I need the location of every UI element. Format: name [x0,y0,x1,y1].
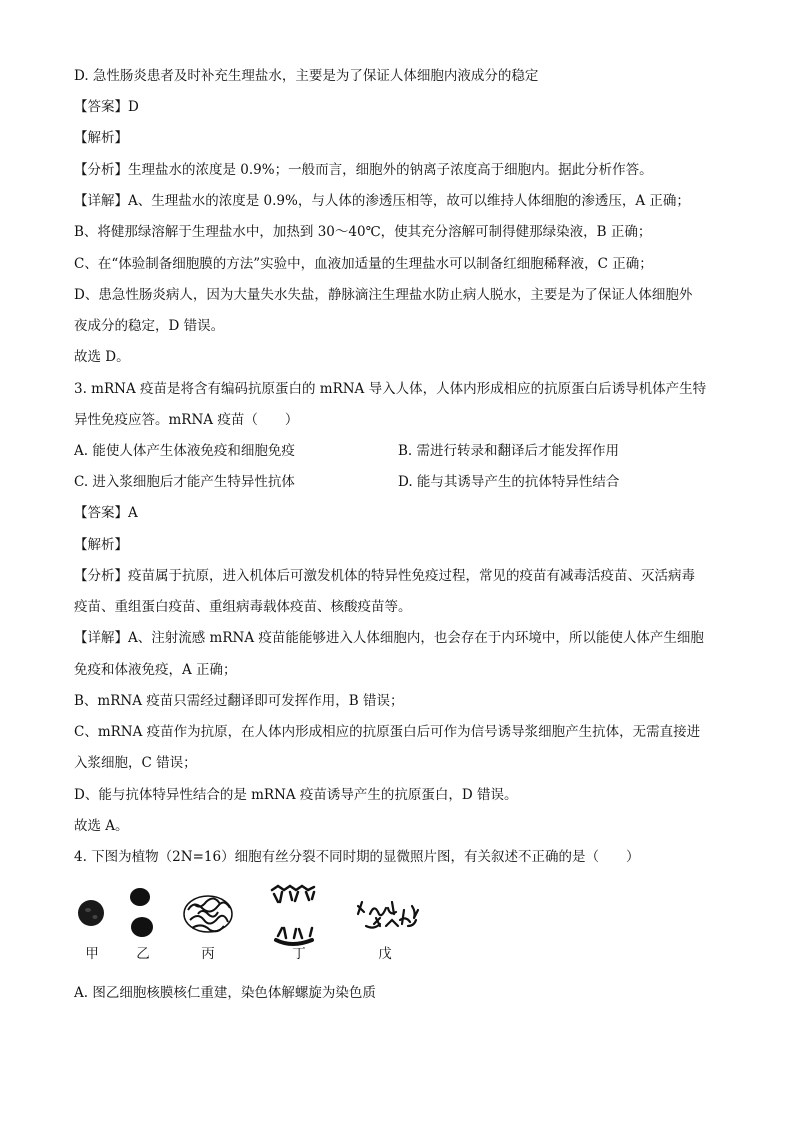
caption-bing: 丙 [201,946,215,962]
q4-option-a: A. 图乙细胞核膜核仁重建，染色体解螺旋为染色质 [74,985,376,1001]
q3-detail-b: B、mRNA 疫苗只需经过翻译即可发挥作用，B 错误； [74,693,404,709]
q2-detail-a: 【详解】A、生理盐水的浓度是 0.9%，与人体的渗透压相等，故可以维持人体细胞的渗透压，A 正确； [74,193,690,209]
q3-stem-cont: 异性免疫应答。mRNA 疫苗（ ） [74,412,299,428]
caption-jia: 甲 [85,946,99,962]
q3-detail-a-cont: 免疫和体液免疫，A 正确； [74,662,237,678]
q4-stem: 4. 下图为植物（2N=16）细胞有丝分裂不同时期的显微照片图，有关叙述不正确的是（ ） [74,849,640,865]
cell-yi-image [130,888,153,937]
q2-analysis-heading: 【解析】 [74,130,128,146]
cell-wu-image [358,902,418,928]
q3-detail-c: C、mRNA 疫苗作为抗原，在人体内形成相应的抗原蛋白后可作为信号诱导浆细胞产生抗体，无需直接进 [74,724,701,740]
q3-option-d: D. 能与其诱导产生的抗体特异性结合 [398,474,620,490]
q3-analysis: 【分析】疫苗属于抗原，进入机体后可激发机体的特异性免疫过程，常见的疫苗有减毒活疫苗、灭活病毒 [74,568,695,584]
q3-option-b: B. 需进行转录和翻译后才能发挥作用 [398,443,620,459]
q3-analysis-cont: 疫苗、重组蛋白疫苗、重组病毒载体疫苗、核酸疫苗等。 [74,599,412,615]
cell-bing-image [184,896,232,932]
q3-conclusion: 故选 A。 [74,818,129,834]
q2-analysis: 【分析】生理盐水的浓度是 0.9%；一般而言，细胞外的钠离子浓度高于细胞内。据此分析作答。 [74,162,653,178]
q3-detail-c-cont: 入浆细胞，C 错误； [74,755,197,771]
q3-stem: 3. mRNA 疫苗是将含有编码抗原蛋白的 mRNA 导入人体，人体内形成相应的抗原蛋白后诱导机体产生特 [74,381,707,397]
q2-answer: 【答案】D [74,99,139,115]
cell-jia-image [78,900,104,926]
q3-detail-a: 【详解】A、注射流感 mRNA 疫苗能能够进入人体细胞内，也会存在于内环境中，所以能使人体产生细胞 [74,630,704,646]
q3-analysis-heading: 【解析】 [74,537,128,553]
caption-wu: 戊 [378,946,392,962]
q3-option-a: A. 能使人体产生体液免疫和细胞免疫 [74,443,295,459]
cell-ding-image [272,886,314,944]
caption-ding: 丁 [292,946,306,962]
q2-detail-b: B、将健那绿溶解于生理盐水中，加热到 30～40℃，使其充分溶解可制得健那绿染液，B 正确； [74,224,652,240]
q2-conclusion: 故选 D。 [74,349,130,365]
q3-option-c: C. 进入浆细胞后才能产生特异性抗体 [74,474,295,490]
caption-yi: 乙 [136,946,150,962]
q2-detail-d: D、患急性肠炎病人，因为大量失水失盐，静脉滴注生理盐水防止病人脱水，主要是为了保证人体细胞外 [74,287,693,303]
q3-detail-d: D、能与抗体特异性结合的是 mRNA 疫苗诱导产生的抗原蛋白，D 错误。 [74,787,518,803]
q2-option-d: D. 急性肠炎患者及时补充生理盐水，主要是为了保证人体细胞内液成分的稳定 [74,68,539,84]
q2-detail-c: C、在“体验制备细胞膜的方法”实验中，血液加适量的生理盐水可以制备红细胞稀释液，C 正确； [74,256,653,272]
q2-detail-d-cont: 夜成分的稳定，D 错误。 [74,318,225,334]
q3-answer: 【答案】A [74,505,138,521]
